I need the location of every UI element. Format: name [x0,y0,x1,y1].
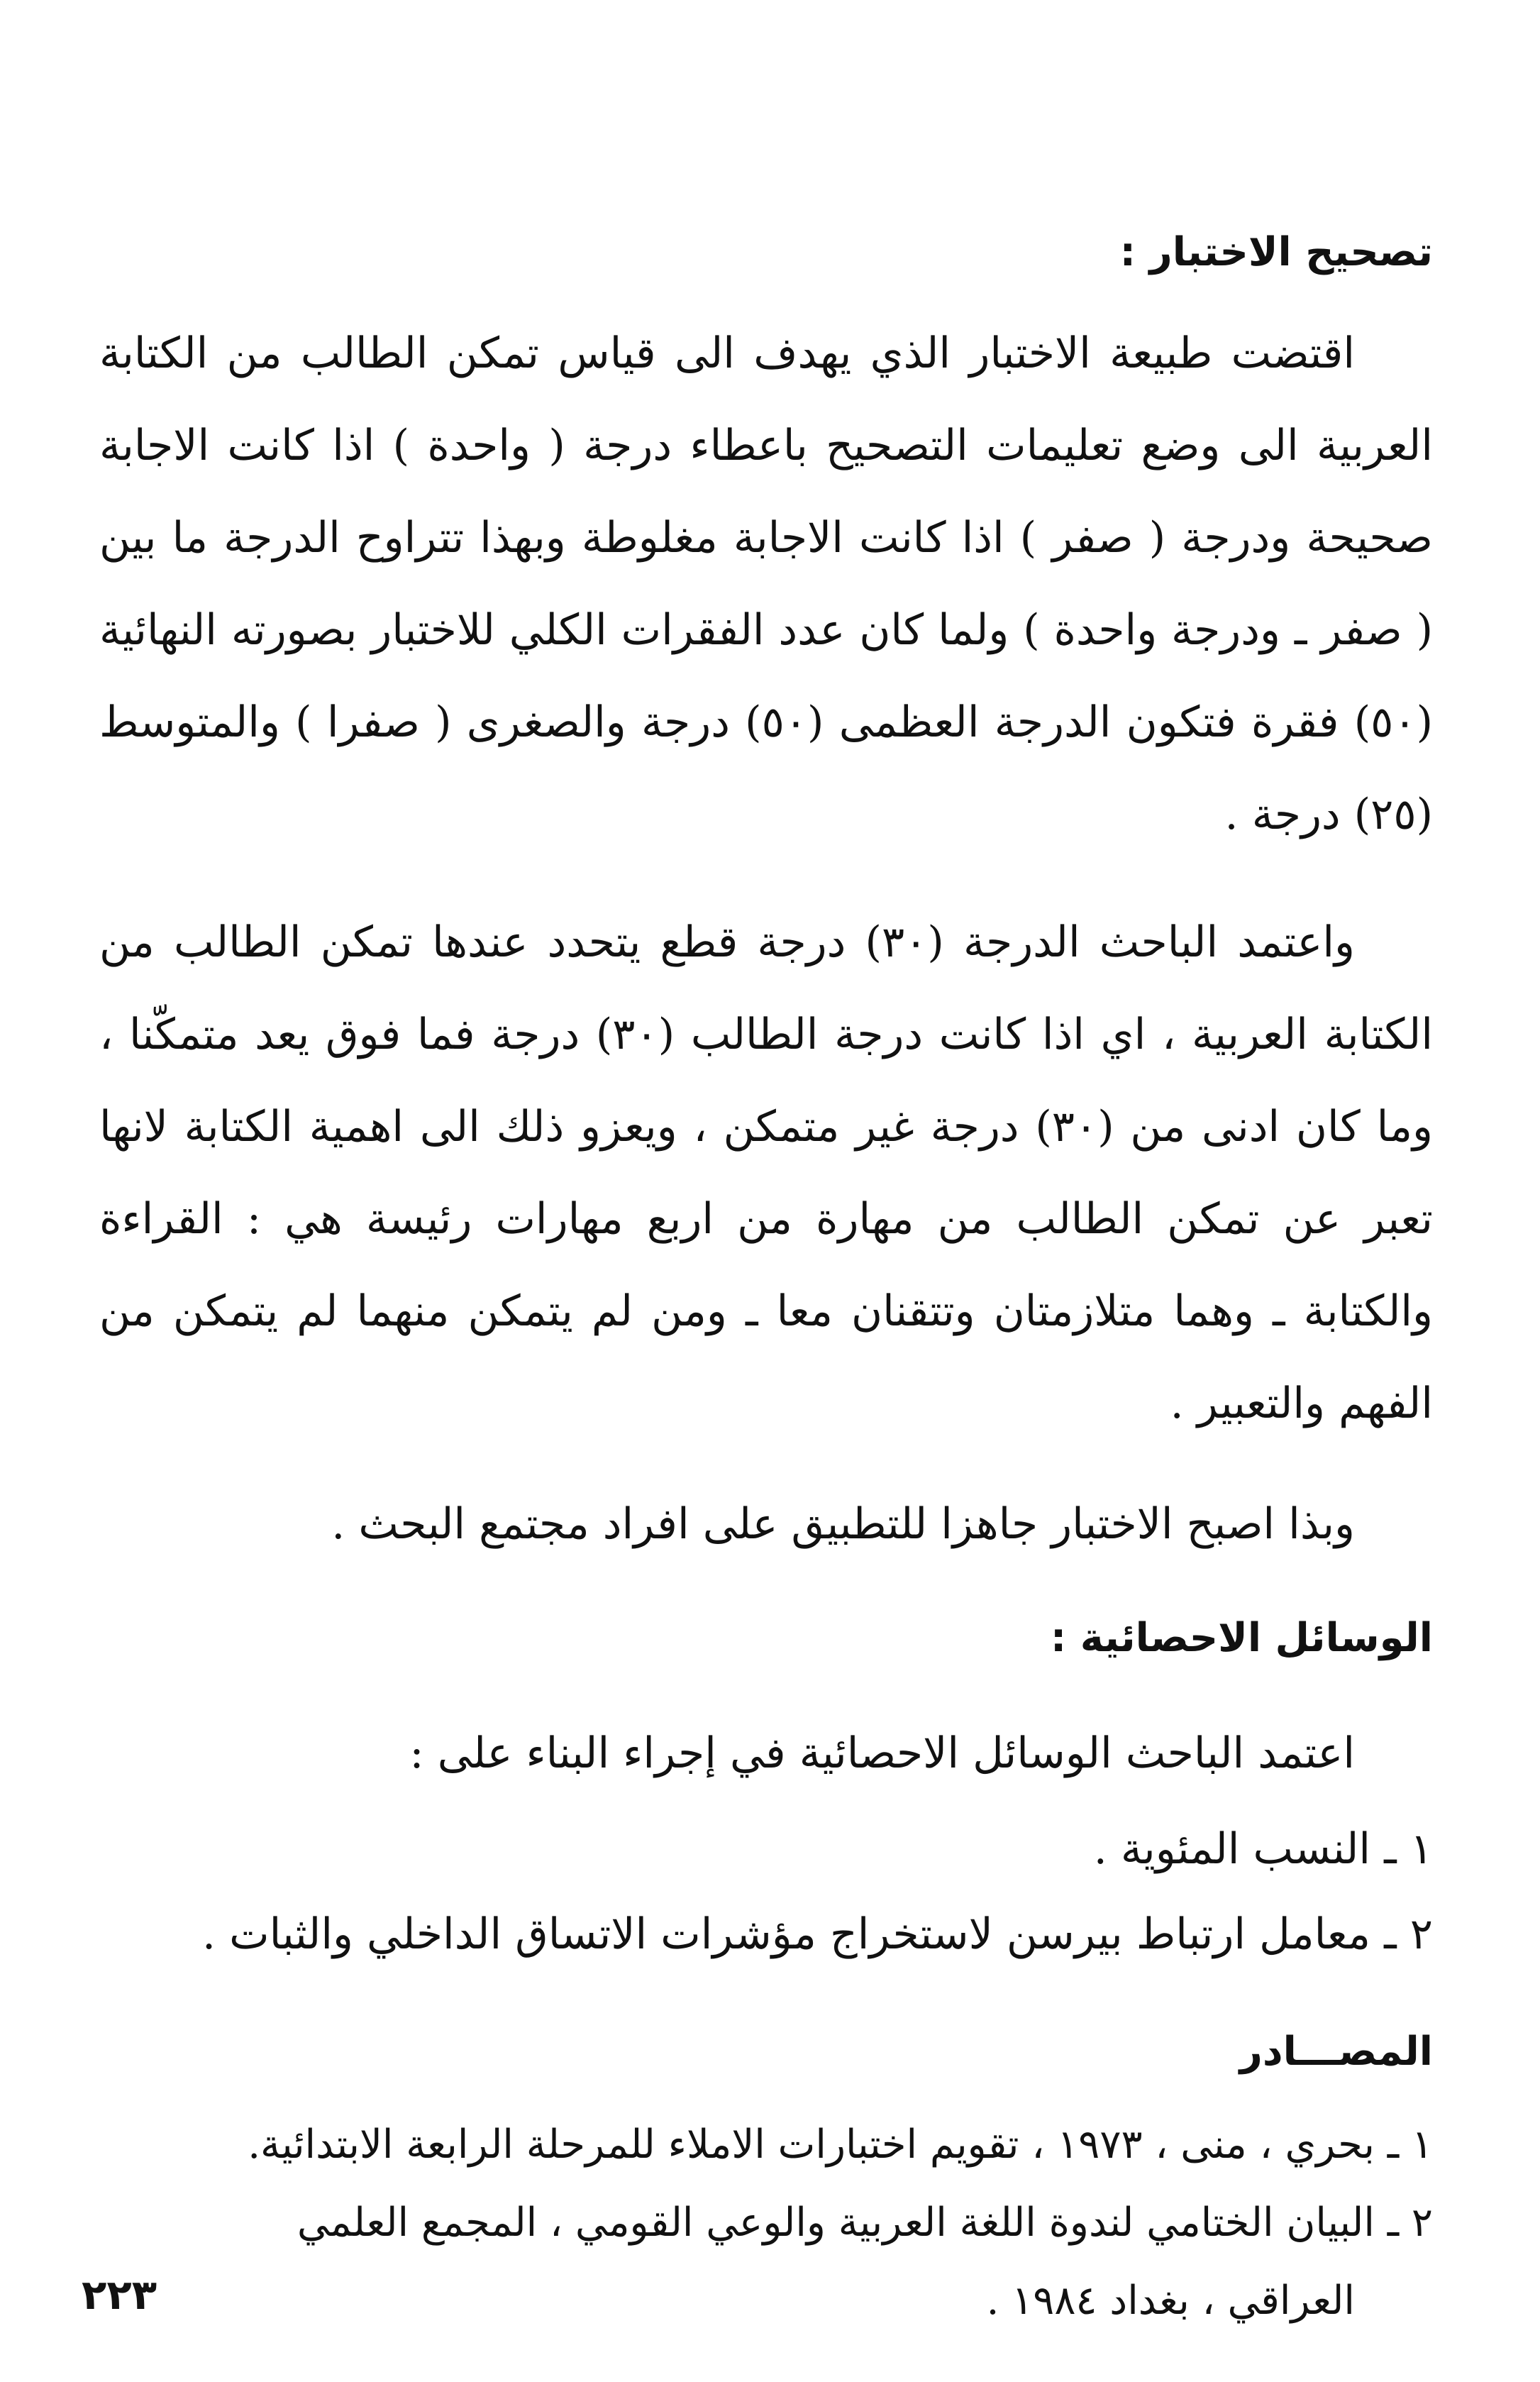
paragraph-correction-rules: اقتضت طبيعة الاختبار الذي يهدف الى قياس تمكن الطالب من الكتابة العربية الى وضع تعليمات التصحيح باعطاء درجة ( واحدة ) اذا كانت الاجابة صحيحة ودرجة ( صفر ) اذا كانت الاجابة مغلوطة وبهذا تتراوح الدرجة ما بين ( صفر ـ ودرجة واحدة ) ولما كان عدد الفقرات الكلي للاختبار بصورته النهائية (٥٠) فقرة فتكون الدرجة العظمى (٥٠) درجة والصغرى ( صفرا ) والمتوسط (٢٥) درجة . [99,328,1433,839]
reference-item: ١ ـ بحري ، منى ، ١٩٧٣ ، تقويم اختبارات الاملاء للمرحلة الرابعة الابتدائية. [248,2122,1433,2168]
paragraph-statistics-intro: اعتمد الباحث الوسائل الاحصائية في إجراء البناء على : [409,1728,1355,1778]
reference-item: ٢ ـ البيان الختامي لندوة اللغة العربية والوعي القومي ، المجمع العلمي [297,2200,1433,2246]
document-page [99,213,1433,2340]
section-title-sources: المصـــادر [1239,2028,1433,2075]
list-item: ٢ ـ معامل ارتباط بيرسن لاستخراج مؤشرات الاتساق الداخلي والثبات . [201,1909,1433,1959]
reference-continuation: العراقي ، بغداد ١٩٨٤ . [986,2278,1355,2325]
list-item: ١ ـ النسب المئوية . [1093,1824,1433,1874]
section-title-statistics: الوسائل الاحصائية : [1050,1614,1433,1661]
paragraph-cutoff-score: واعتمد الباحث الدرجة (٣٠) درجة قطع يتحدد عندها تمكن الطالب من الكتابة العربية ، اي اذا كانت درجة الطالب (٣٠) درجة فما فوق يعد متمكّنا ، وما كان ادنى من (٣٠) درجة غير متمكن ، ويعزو ذلك الى اهمية الكتابة لانها تعبر عن تمكن الطالب من مهارة من اربع مهارات رئيسة هي : القراءة والكتابة ـ وهما متلازمتان وتتقنان معا ـ ومن لم يتمكن منهما لم يتمكن من الفهم والتعبير . [99,917,1434,1428]
page-number: ٢٢٣ [82,2271,157,2319]
paragraph-test-ready: وبذا اصبح الاختبار جاهزا للتطبيق على افراد مجتمع البحث . [331,1499,1355,1549]
section-title-correction: تصحيح الاختبار : [1119,229,1433,275]
